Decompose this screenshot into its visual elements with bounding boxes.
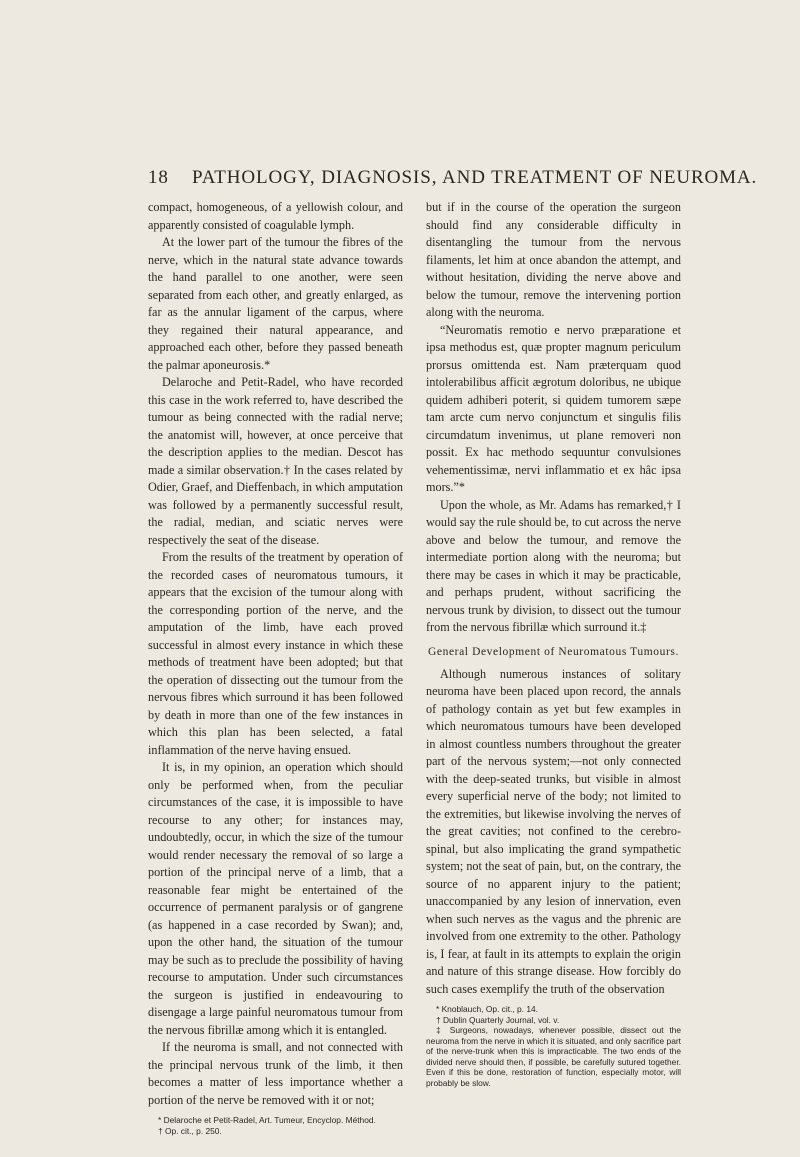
paragraph: Upon the whole, as Mr. Adams has remarked,† I would say the rule should be, to cut across the nerve above and below the tumour, and remove the intermediate portion along with the neuroma; but there may be cases in which it may be practicable, and perhaps prudent, without sacrificing the nervous trunk by division, to dissect out the tumour from the nervous fibrillæ which surround it.‡ (426, 497, 681, 634)
footnote: ‡ Surgeons, nowadays, whenever possible, dissect out the neuroma from the nerve in which it is situated, and only sacrifice part of the nerve-trunk when this is impracticable. The two ends of the divided nerve should then, if possible, be carefully sutured together. Even if this be done, restoration of function, especially motor, will probably be slow. (426, 1025, 681, 1088)
footnote: * Delaroche et Petit-Radel, Art. Tumeur, Encyclop. Méthod. (158, 1115, 376, 1125)
left-column (148, 199, 403, 1136)
footnote: † Op. cit., p. 250. (158, 1125, 222, 1136)
paragraph: Although numerous instances of solitary neuroma have been placed upon record, the annals of pathology contain as yet but few examples in which neuromatous tumours have been developed in almost countless numbers throughout the greater part of the nervous system;—not only connected with the deep-seated trunks, but visible in almost every superficial nerve of the body; not limited to the extremities, but likewise involving the nerves of the great cavities; not confined to the cerebro-spinal, but also implicating the grand sympathetic system; not the seat of pain, but, on the contrary, the source of no apparent injury to the patient; unaccompanied by any lesion of innervation, even when such nerves as the vagus and the phrenic are involved from one extremity to the other. Pathology is, I fear, at fault in its attempts to explain the origin and nature of this strange disease. How forcibly do such cases exemplify the truth of the observation (426, 666, 681, 996)
footnote: * Knoblauch, Op. cit., p. 14. (436, 1004, 538, 1014)
running-title: PATHOLOGY, DIAGNOSIS, AND TREATMENT OF NEUROMA. (192, 167, 758, 188)
right-column (426, 199, 681, 1088)
section-heading: General Development of Neuromatous Tumours. (428, 645, 679, 658)
paragraph: At the lower part of the tumour the fibres of the nerve, which in the natural state advance towards the hand parallel to one another, were seen separated from each other, and greatly enlarged, as far as the annular ligament of the carpus, where they regained their natural appearance, and approached each other, before they passed beneath the palmar aponeurosis.* (148, 235, 403, 372)
footnote: † Dublin Quarterly Journal, vol. v. (436, 1014, 560, 1025)
running-header (148, 167, 758, 189)
paragraph: It is, in my opinion, an operation which should only be performed when, from the peculiar circumstances of the case, it is impossible to have recourse to any other; for instances may, undoubtedly, occur, in which the size of the tumour would render necessary the removal of so large a portion of the principal nerve of a limb, that a reasonable fear might be entertained of the occurrence of permanent paralysis or of gangrene (as happened in a case recorded by Swan); and, upon the other hand, the situation of the tumour may be such as to preclude the possibility of having recourse to amputation. Under such circumstances the surgeon is justified in endeavouring to disengage a large painful neuromatous tumour from the nervous fibrillæ among which it is entangled. (148, 760, 403, 1037)
footnotes (148, 1115, 403, 1136)
page-number: 18 (148, 167, 169, 188)
footnotes (426, 1004, 681, 1088)
paragraph: If the neuroma is small, and not connected with the principal nervous trunk of the limb, it then becomes a matter of less importance whether a portion of the nerve be removed with it or not; (148, 1040, 403, 1107)
paragraph: Delaroche and Petit-Radel, who have recorded this case in the work referred to, have described the tumour as being connected with the radial nerve; the anatomist will, however, at once perceive that the description applies to the median. Descot has made a similar observation.† In the cases related by Odier, Graef, and Dieffenbach, in which amputation was followed by a permanently successful result, the radial, median, and sciatic nerves were respectively the seat of the disease. (148, 375, 403, 547)
paragraph: From the results of the treatment by operation of the recorded cases of neuromatous tumours, it appears that the excision of the tumour along with the corresponding portion of the nerve, and the amputation of the limb, have each proved successful in almost every instance in which these methods of treatment have been adopted; but that the operation of dissecting out the tumour from the nervous fibres which surround it has been followed by death in more than one of the few instances in which this plan has been selected, a fatal inflammation of the nerve having ensued. (148, 550, 403, 757)
latin-quotation: “Neuromatis remotio e nervo præparatione et ipsa methodus est, quæ propter magnum periculum prorsus omittenda est. Nam præterquam quod intolerabilibus afficit ægrotum doloribus, ne ubique quidem adhiberi poterit, si quidem tumorem sæpe tam arcte cum nervo conjunctum et singulis filis circumdatum invenimus, ut plane removeri non possit. Ex hac methodo sequuntur convulsiones vehementissimæ, nervi inflammatio et ex hâc ipsa mors.”* (426, 322, 681, 494)
paragraph: compact, homogeneous, of a yellowish colour, and apparently consisted of coagulable lymph. (148, 200, 403, 232)
paragraph: but if in the course of the operation the surgeon should find any considerable difficulty in disentangling the tumour from the nervous filaments, let him at once abandon the attempt, and without hesitation, dividing the nerve above and below the tumour, remove the intervening portion along with the neuroma. (426, 200, 681, 319)
